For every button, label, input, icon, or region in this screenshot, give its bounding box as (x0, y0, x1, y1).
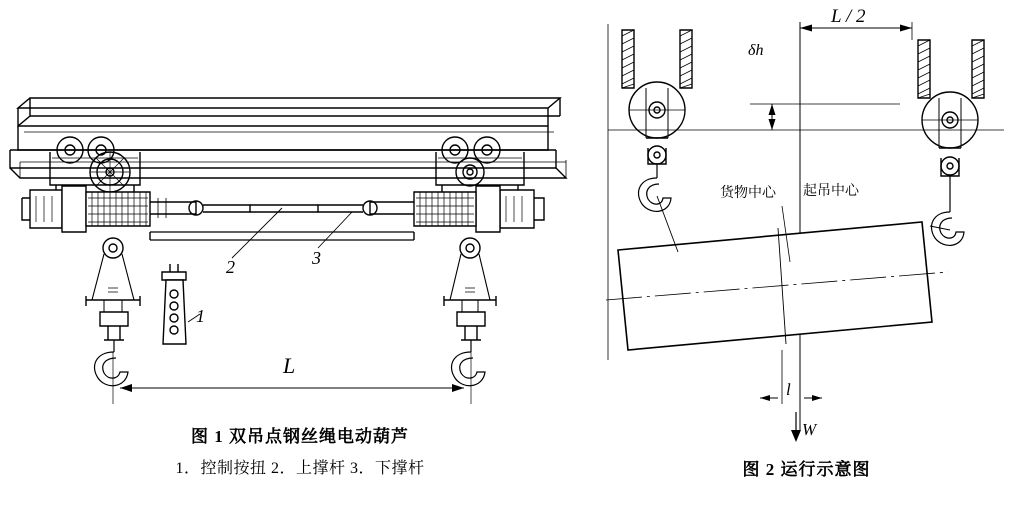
figure-1-legend: 1．控制按扭 2．上撑杆 3．下撑杆 (175, 460, 425, 477)
figure2-label-half-span: L / 2 (831, 6, 866, 27)
figure-1-title: 图 1 双吊点钢丝绳电动葫芦 (191, 427, 409, 446)
figure-2-operation-diagram (600, 0, 1013, 513)
figure2-label-cargo-center: 货物中心 (720, 186, 776, 201)
figure2-label-lift-center: 起吊中心 (803, 184, 859, 199)
figure2-label-offset: l (786, 380, 791, 399)
figure-1-svg (0, 0, 600, 420)
figure1-callout-3: 3 (312, 248, 321, 268)
figure1-dimension-L: L (283, 353, 296, 378)
figure2-label-delta-h: δh (748, 42, 764, 59)
figure1-callout-2: 2 (226, 257, 235, 277)
figure2-label-weight: W (802, 420, 817, 439)
figure1-callout-1: 1 (196, 306, 205, 326)
figure-2-svg (600, 0, 1013, 450)
figure-2-title: 图 2 运行示意图 (742, 460, 871, 479)
